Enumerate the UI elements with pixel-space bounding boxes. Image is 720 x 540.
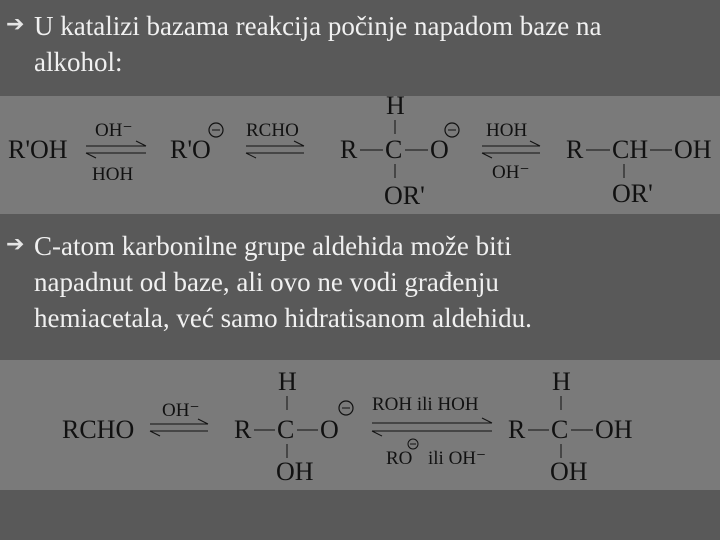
scheme1-prod-oh: OH — [674, 135, 712, 164]
scheme2-arrow2-top-label: ROH ili HOH — [372, 394, 479, 415]
scheme2-arrow1-forward-head — [198, 419, 208, 424]
scheme2-arrow2-bottom-ro: RO — [386, 448, 413, 469]
scheme1-arrow1-back-head — [86, 153, 96, 158]
scheme2-int-h: H — [278, 367, 297, 396]
scheme1-reactant-roh: R'OH — [8, 135, 68, 164]
paragraph-1-line-2: alkohol: — [34, 47, 123, 77]
bullet-arrow-icon: ➔ — [6, 232, 25, 257]
paragraph-2-line-3: hemiacetala, već samo hidratisanom aldehidu. — [34, 303, 532, 333]
scheme1-arrow2-top-label: RCHO — [246, 120, 299, 141]
scheme1-arrow1-top-label: OH⁻ — [95, 120, 133, 141]
scheme2-int-o: O — [320, 415, 339, 444]
scheme1-arrow3-back-head — [482, 153, 492, 158]
scheme1-arrow2-forward-head — [294, 141, 304, 146]
scheme1-prod-r: R — [566, 135, 584, 164]
scheme2-int-oh: OH — [276, 457, 314, 486]
reaction-scheme-1-panel — [0, 96, 720, 214]
bullet-arrow-icon: ➔ — [6, 12, 25, 37]
paragraph-1-line-1: U katalizi bazama reakcija počinje napadom baze na — [34, 11, 602, 41]
scheme1-prod-or: OR' — [612, 179, 653, 208]
scheme1-arrow3-forward-head — [530, 141, 540, 146]
scheme1-int-r: R — [340, 135, 358, 164]
scheme2-arrow1-top-label: OH⁻ — [162, 400, 200, 421]
reaction-scheme-2-panel — [0, 360, 720, 490]
paragraph-2-line-1: C-atom karbonilne grupe aldehida može biti — [34, 231, 512, 261]
scheme1-int-c: C — [385, 135, 403, 164]
scheme2-arrow2-back-head — [372, 431, 382, 436]
scheme2-int-r: R — [234, 415, 252, 444]
scheme1-arrow3-bottom-label: OH⁻ — [492, 162, 530, 183]
scheme2-prod-r: R — [508, 415, 526, 444]
scheme2-prod-oh-bottom: OH — [550, 457, 588, 486]
scheme2-arrow2-bottom-ili-oh: ili OH⁻ — [428, 448, 487, 469]
scheme1-int-h: H — [386, 96, 405, 120]
scheme2-reactant-rcho: RCHO — [62, 415, 135, 444]
scheme2-int-c: C — [277, 415, 295, 444]
scheme2-prod-oh-right: OH — [595, 415, 633, 444]
scheme2-arrow2-forward-head — [482, 418, 492, 423]
reaction-scheme-1 — [0, 96, 720, 214]
paragraph-2 — [34, 228, 714, 336]
scheme1-int-or: OR' — [384, 181, 425, 210]
scheme2-prod-h: H — [552, 367, 571, 396]
paragraph-1 — [34, 8, 714, 80]
scheme1-alkoxide: R'O — [170, 135, 211, 164]
reaction-scheme-2 — [0, 360, 720, 490]
scheme1-arrow1-bottom-label: HOH — [92, 164, 134, 185]
scheme2-prod-c: C — [551, 415, 569, 444]
paragraph-2-line-2: napadnut od baze, ali ovo ne vodi građenju — [34, 267, 499, 297]
scheme1-arrow1-forward-head — [136, 141, 146, 146]
scheme1-int-o: O — [430, 135, 449, 164]
scheme1-arrow2-back-head — [246, 153, 256, 158]
scheme1-prod-ch: CH — [612, 135, 649, 164]
scheme1-arrow3-top-label: HOH — [486, 120, 528, 141]
scheme2-arrow1-back-head — [150, 431, 160, 436]
